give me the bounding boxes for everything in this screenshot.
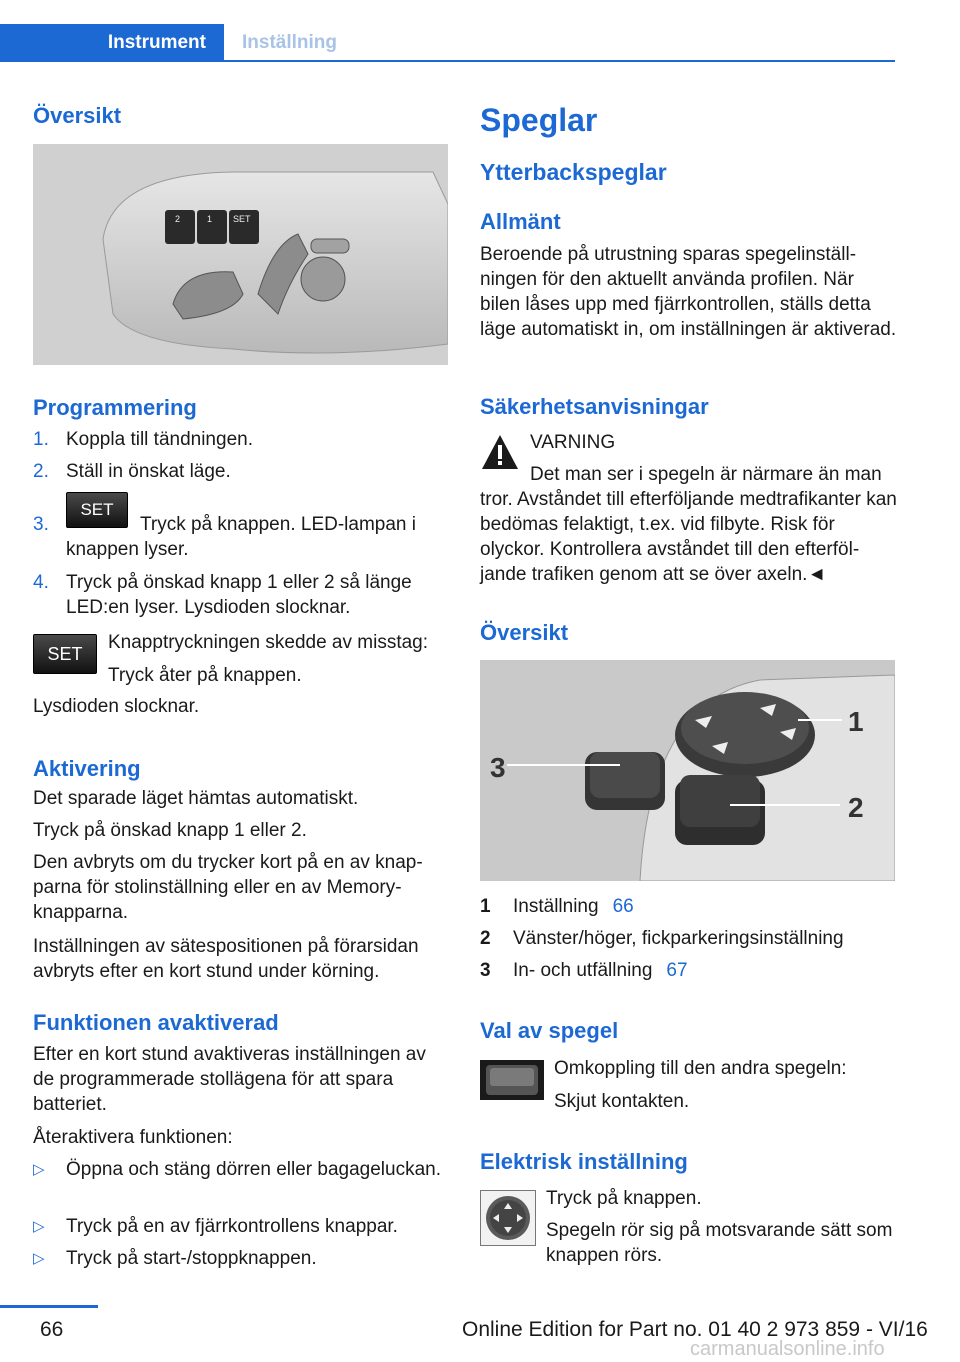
callout-1: 1 — [848, 706, 864, 737]
memory-label-1: 1 — [207, 214, 213, 224]
val-heading: Val av spegel — [480, 1018, 619, 1043]
note-line1: Knapptryckningen skedde av misstag: — [108, 632, 429, 653]
watermark: carmanualsonline.info — [690, 1338, 885, 1360]
oversikt-heading: Översikt — [33, 103, 122, 128]
funktionen-p2: Återaktivera funktionen: — [33, 1127, 233, 1148]
elektrisk-line2: Spegeln rör sig på motsvarande sätt som knappen rörs. — [546, 1220, 893, 1266]
edition-info: Online Edition for Part no. 01 40 2 973 859 - VI/16 — [462, 1318, 928, 1341]
aktivering-p4: Inställningen av sätespositionen på förarsidan avbryts efter en kort stund under körning. — [33, 936, 419, 982]
elektrisk-heading: Elektrisk inställning — [480, 1149, 688, 1174]
allmant-heading: Allmänt — [480, 209, 561, 234]
funktionen-p1: Efter en kort stund avaktiveras inställningen av de programmerade stollägena för att spara batteriet. — [33, 1044, 426, 1115]
tab-installning[interactable]: Inställning — [242, 32, 337, 53]
seat-memory-illustration — [33, 144, 448, 365]
triangle-bullet-icon: ▷ — [33, 1161, 45, 1178]
after-note: Lysdioden slocknar. — [33, 696, 200, 717]
set-button-icon: SET — [33, 634, 97, 674]
aktivering-heading: Aktivering — [33, 756, 141, 781]
page-number: 66 — [40, 1318, 64, 1341]
warning-label: VARNING — [530, 432, 616, 453]
triangle-bullet-icon: ▷ — [33, 1250, 45, 1267]
header-divider — [0, 60, 895, 62]
mirror-joystick-icon — [480, 1190, 536, 1246]
allmant-text: Beroende på utrustning sparas spegelinställningen för den aktuellt använda profilen. När bilen låses upp med fjärrkontrollen, ställs detta läge automatiskt in, om inställningen är aktiverad. — [480, 244, 897, 340]
aktivering-p3: Den avbryts om du trycker kort på en av knapparna för stolinställning eller en av Memory-knapparna. — [33, 852, 423, 923]
seat-memory-photo — [33, 144, 448, 365]
page-ref-link[interactable]: 67 — [666, 960, 688, 981]
memory-label-2: 2 — [175, 214, 181, 224]
top-nav — [0, 0, 960, 64]
funktionen-heading: Funktionen avaktiverad — [33, 1010, 279, 1035]
page-ref-link[interactable]: 66 — [612, 896, 634, 917]
memory-label-set: SET — [233, 214, 251, 224]
aktivering-p2: Tryck på önskad knapp 1 eller 2. — [33, 820, 307, 841]
tab-instrument[interactable]: Instrument — [0, 24, 224, 62]
sakerhet-heading: Säkerhetsanvisningar — [480, 394, 709, 419]
mirror-control-photo — [480, 660, 895, 881]
aktivering-p1: Det sparade läget hämtas automatiskt. — [33, 788, 359, 809]
mirror-control-illustration — [480, 660, 895, 881]
speglar-heading: Speglar — [480, 102, 598, 138]
elektrisk-line1: Tryck på knappen. — [546, 1188, 702, 1209]
callout-2: 2 — [848, 792, 864, 823]
triangle-bullet-icon: ▷ — [33, 1218, 45, 1235]
note-line2: Tryck åter på knappen. — [108, 665, 302, 686]
oversikt-heading: Översikt — [480, 620, 569, 645]
callout-3: 3 — [490, 752, 506, 783]
val-line2: Skjut kontakten. — [554, 1091, 690, 1112]
mirror-switch-icon — [480, 1060, 544, 1100]
warning-text: Det man ser i spegeln är närmare än man tror. Avståndet till efterföljande medtrafikanter kan bedömas felaktigt, t.ex. vid filbyte. Risk för olyckor. Kontrollera avståndet till den efterföljande trafiken genom att se över axeln.◄ — [480, 464, 897, 585]
val-line1: Omkoppling till den andra spegeln: — [554, 1058, 847, 1079]
footer-divider — [0, 1305, 98, 1308]
set-button-icon: SET — [66, 492, 128, 528]
ytter-heading: Ytterbackspeglar — [480, 159, 667, 185]
programmering-heading: Programmering — [33, 395, 197, 420]
